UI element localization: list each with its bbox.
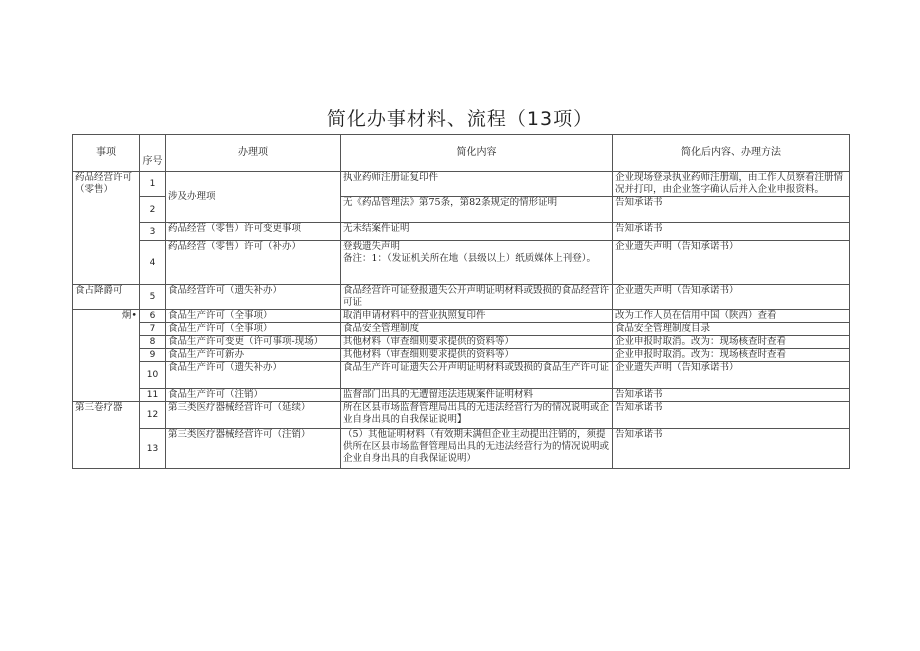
table-row bbox=[73, 172, 850, 197]
row-number: 1 bbox=[140, 172, 166, 197]
handle-item: 药品经营（零售）许可变更事项 bbox=[166, 223, 341, 241]
method-cell: 企业遗失声明（告知承诺书） bbox=[613, 285, 850, 310]
row-number: 11 bbox=[140, 389, 166, 402]
content-cell: 执业药师注册证复印件 bbox=[341, 172, 613, 197]
method-cell: 告知承诺书 bbox=[613, 429, 850, 469]
category-food-b: 炯• bbox=[73, 310, 140, 402]
handle-item: 药品经营（零售）许可（补办） bbox=[166, 241, 341, 285]
row-number: 12 bbox=[140, 402, 166, 429]
handle-item: 食品生产许可（全事项） bbox=[166, 310, 341, 323]
method-cell: 食品安全管理制度目录 bbox=[613, 323, 850, 336]
method-cell: 改为工作人员在信用中国（陕西）查看 bbox=[613, 310, 850, 323]
content-cell: 其他材料（审查细则要求提供的资料等） bbox=[341, 349, 613, 362]
row-number: 4 bbox=[140, 241, 166, 285]
content-cell: （5）其他证明材料（有效期未满但企业主动提出注销的，须提供所在区县市场监督管理局出具的无违法经营行为的情况说明或企业自身出具的自我保证说明） bbox=[341, 429, 613, 469]
row-number: 9 bbox=[140, 349, 166, 362]
table-row bbox=[73, 241, 850, 285]
row-number: 2 bbox=[140, 197, 166, 223]
method-cell: 告知承诺书 bbox=[613, 389, 850, 402]
table-row bbox=[73, 389, 850, 402]
category-device: 第三卷疗器 bbox=[73, 402, 140, 469]
table-header-row bbox=[73, 135, 850, 172]
content-cell: 取消申请材料中的营业执照复印件 bbox=[341, 310, 613, 323]
content-cell: 所在区县市场监督管理局出具的无违法经营行为的情况说明或企业自身出具的自我保证说明】 bbox=[341, 402, 613, 429]
category-food-a: 食占降爵可 bbox=[73, 285, 140, 310]
method-cell: 企业现场登录执业药师注册端，由工作人员察看注册情况并打印，由企业签字确认后并入企业申报资料。 bbox=[613, 172, 850, 197]
method-cell: 告知承诺书 bbox=[613, 402, 850, 429]
content-cell: 食品生产许可证遗失公开声明证明材料或毁损的食品生产许可证 bbox=[341, 362, 613, 389]
table-row bbox=[73, 429, 850, 469]
table-row bbox=[73, 323, 850, 336]
method-cell: 企业申报时取消。改为：现场核查时查看 bbox=[613, 349, 850, 362]
row-number: 7 bbox=[140, 323, 166, 336]
table-row bbox=[73, 402, 850, 429]
method-cell: 企业遗失声明（告知承诺书） bbox=[613, 241, 850, 285]
header-item: 事项 bbox=[73, 135, 140, 172]
header-seq: 序号 bbox=[140, 135, 166, 172]
row-number: 6 bbox=[140, 310, 166, 323]
content-cell: 无《药品管理法》第75条，第82条规定的情形证明 bbox=[341, 197, 613, 223]
handle-item: 食品生产许可（遗失补办） bbox=[166, 362, 341, 389]
handle-item: 第三类医疗器械经营许可（延续） bbox=[166, 402, 341, 429]
handle-item: 食品生产许可新办 bbox=[166, 349, 341, 362]
simplification-table bbox=[72, 134, 850, 469]
header-handle: 办理项 bbox=[166, 135, 341, 172]
table-row bbox=[73, 336, 850, 349]
content-cell: 其他材料（审查细则要求提供的资料等） bbox=[341, 336, 613, 349]
category-drug: 药品经营许可（零售） bbox=[73, 172, 140, 285]
method-cell: 企业遗失声明（告知承诺书） bbox=[613, 362, 850, 389]
table-row bbox=[73, 310, 850, 323]
method-cell: 企业申报时取消。改为：现场核查时查看 bbox=[613, 336, 850, 349]
handle-item: 第三类医疗器械经营许可（注销） bbox=[166, 429, 341, 469]
row-number: 10 bbox=[140, 362, 166, 389]
header-simplified-content: 简化内容 bbox=[341, 135, 613, 172]
content-cell: 监督部门出具的无遭留违法违规案件证明材料 bbox=[341, 389, 613, 402]
row-number: 8 bbox=[140, 336, 166, 349]
header-after-method: 简化后内容、办理方法 bbox=[613, 135, 850, 172]
method-cell: 告知承诺书 bbox=[613, 223, 850, 241]
content-cell: 登载遗失声明 备注：1：（发证机关所在地（县级以上）纸质媒体上刊登）。 bbox=[341, 241, 613, 285]
row-number: 5 bbox=[140, 285, 166, 310]
table-row bbox=[73, 223, 850, 241]
page-title: 简化办事材料、流程（13项） bbox=[326, 108, 594, 130]
content-cell: 无未结案件证明 bbox=[341, 223, 613, 241]
handle-item: 食品生产许可（全事项） bbox=[166, 323, 341, 336]
content-cell: 食品经营许可证登报遗失公开声明证明材料或毁损的食品经营许可证 bbox=[341, 285, 613, 310]
table-row bbox=[73, 285, 850, 310]
table-row bbox=[73, 362, 850, 389]
handle-item: 食品经营许可（遗失补办） bbox=[166, 285, 341, 310]
method-cell: 告知承诺书 bbox=[613, 197, 850, 223]
table-row bbox=[73, 349, 850, 362]
row-number: 3 bbox=[140, 223, 166, 241]
row-number: 13 bbox=[140, 429, 166, 469]
content-cell: 食品安全管理制度 bbox=[341, 323, 613, 336]
handle-item: 涉及办理项 bbox=[166, 172, 341, 223]
handle-item: 食品生产许可变更（许可事项-现场） bbox=[166, 336, 341, 349]
handle-item: 食品生产许可（注销） bbox=[166, 389, 341, 402]
